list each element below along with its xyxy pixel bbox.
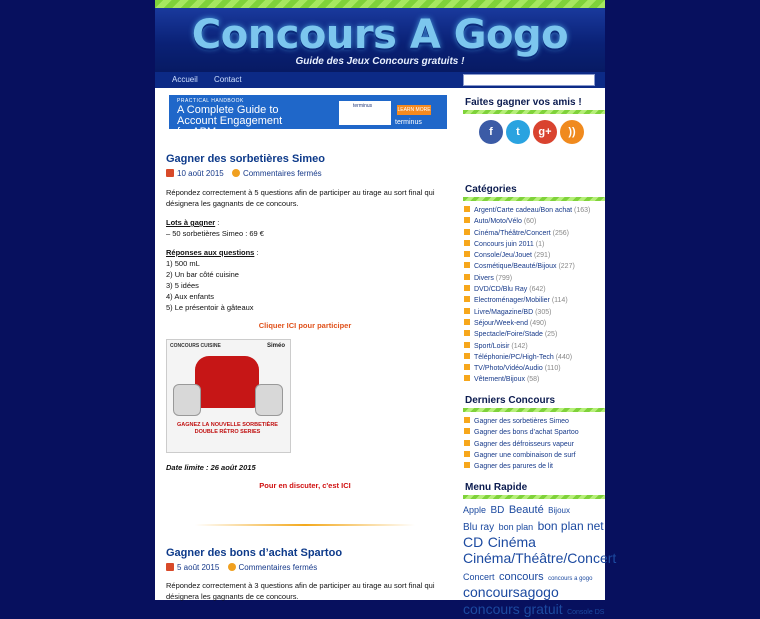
answers-suffix: : bbox=[254, 248, 259, 257]
bullet-icon bbox=[464, 308, 470, 314]
recent-link[interactable]: Gagner des sorbetières Simeo bbox=[474, 418, 569, 425]
calendar-icon bbox=[166, 169, 174, 177]
tag-link[interactable]: Console DS bbox=[567, 608, 605, 616]
bullet-icon bbox=[464, 428, 470, 434]
sidebar bbox=[455, 88, 617, 617]
tag-cloud bbox=[463, 501, 617, 617]
product-caption-line-2: DOUBLE RÉTRO SERIES bbox=[194, 429, 261, 435]
product-image-header: CONCOURS CUISINE bbox=[170, 343, 221, 349]
tag-link[interactable]: concours gratuit bbox=[463, 600, 563, 617]
widget-divider bbox=[463, 197, 605, 201]
ad-headline: A Complete Guide to Account Engagement for ABM bbox=[177, 104, 283, 138]
ice-cream-bowl-graphic bbox=[255, 384, 283, 416]
answer-3: 3) 5 idées bbox=[166, 281, 199, 290]
post-title[interactable]: Gagner des bons d’achat Spartoo bbox=[166, 547, 343, 559]
recent-item[interactable] bbox=[464, 461, 579, 472]
header-stripe bbox=[155, 0, 605, 8]
share-title: Faites gagner vos amis ! bbox=[465, 97, 582, 108]
tag-link[interactable]: Bijoux bbox=[548, 506, 570, 515]
recent-list bbox=[464, 416, 579, 472]
category-name[interactable]: Livre/Magazine/BD bbox=[474, 308, 534, 316]
participate-link[interactable]: Cliquer ICI pour participer bbox=[258, 321, 352, 330]
category-count: (114) bbox=[551, 297, 568, 305]
bullet-icon bbox=[464, 375, 470, 381]
category-name[interactable]: Cosmétique/Beauté/Bijoux bbox=[474, 263, 557, 271]
post-meta bbox=[166, 563, 317, 572]
category-name[interactable]: Concours juin 2011 bbox=[474, 240, 534, 248]
bullet-icon bbox=[464, 330, 470, 336]
product-image[interactable] bbox=[166, 339, 291, 453]
recent-link[interactable]: Gagner des bons d’achat Spartoo bbox=[474, 429, 579, 437]
category-name[interactable]: Console/Jeu/Jouet bbox=[474, 252, 532, 260]
answers-label: Réponses aux questions bbox=[166, 248, 255, 257]
sorbet-machine-graphic bbox=[195, 356, 259, 408]
comment-icon bbox=[228, 563, 236, 571]
category-item[interactable] bbox=[464, 329, 590, 340]
bullet-icon bbox=[464, 262, 470, 268]
tag-link[interactable]: Concert bbox=[463, 572, 495, 583]
ad-brand: terminus bbox=[395, 119, 422, 126]
recent-item[interactable] bbox=[464, 439, 579, 450]
bullet-icon bbox=[464, 319, 470, 325]
category-name[interactable]: Séjour/Week-end bbox=[474, 319, 528, 327]
post-meta bbox=[166, 169, 322, 178]
tag-link[interactable]: concoursagogo bbox=[463, 583, 559, 600]
recent-title: Derniers Concours bbox=[465, 395, 556, 406]
category-item[interactable] bbox=[464, 363, 590, 374]
category-count: (110) bbox=[544, 365, 561, 373]
post-intro: Répondez correctement à 5 questions afin de participer au tirage au sort final qui désignera les gagnants de ce concours. bbox=[166, 188, 435, 208]
widget-divider bbox=[463, 495, 605, 499]
category-item[interactable] bbox=[464, 239, 590, 250]
ad-learn-more-button[interactable]: LEARN MORE bbox=[397, 107, 431, 113]
category-count: (58) bbox=[526, 376, 540, 384]
bullet-icon bbox=[464, 285, 470, 291]
menu-title: Menu Rapide bbox=[465, 482, 528, 493]
post-comments[interactable]: Commentaires fermés bbox=[242, 169, 322, 178]
ad-eyebrow: PRACTICAL HANDBOOK bbox=[177, 98, 244, 104]
bullet-icon bbox=[464, 440, 470, 446]
category-item[interactable] bbox=[464, 228, 590, 239]
site-header bbox=[155, 0, 605, 72]
deadline: Date limite : 26 août 2015 bbox=[166, 463, 256, 472]
tag-link[interactable]: CD bbox=[463, 533, 484, 550]
calendar-icon bbox=[166, 563, 174, 571]
categories-list bbox=[464, 205, 590, 386]
tag-link[interactable]: Cinéma bbox=[487, 533, 536, 550]
product-caption-line-1: GAGNEZ LA NOUVELLE SORBETIÈRE bbox=[177, 422, 278, 428]
answer-2: 2) Un bar côté cuisine bbox=[166, 270, 239, 279]
bullet-icon bbox=[464, 417, 470, 423]
site-title[interactable]: Concours A Gogo bbox=[191, 12, 569, 58]
category-name[interactable]: TV/Photo/Vidéo/Audio bbox=[474, 365, 543, 373]
comment-icon bbox=[232, 169, 240, 177]
answer-1: 1) 500 mL bbox=[166, 259, 200, 268]
category-count: (227) bbox=[558, 263, 575, 271]
tag-link[interactable]: Cinéma/Théâtre/Concert bbox=[463, 550, 617, 567]
ad-mock-label: terminus bbox=[353, 103, 373, 109]
post-date: 10 août 2015 bbox=[177, 169, 224, 178]
bullet-icon bbox=[464, 229, 470, 235]
main-content bbox=[155, 88, 455, 600]
recent-item[interactable] bbox=[464, 427, 579, 438]
category-count: (642) bbox=[529, 286, 546, 294]
category-name[interactable]: DVD/CD/Blu Ray bbox=[474, 286, 528, 294]
lots-heading bbox=[166, 217, 451, 228]
tag-link[interactable]: bon plan net bbox=[537, 518, 604, 533]
bullet-icon bbox=[464, 251, 470, 257]
bullet-icon bbox=[464, 296, 470, 302]
post-title[interactable]: Gagner des sorbetières Simeo bbox=[166, 153, 325, 165]
bullet-icon bbox=[464, 353, 470, 359]
recent-link[interactable]: Gagner des défroisseurs vapeur bbox=[474, 440, 574, 448]
recent-item[interactable] bbox=[464, 416, 579, 427]
google-plus-icon[interactable]: g+ bbox=[533, 120, 557, 144]
post-comments[interactable]: Commentaires fermés bbox=[238, 563, 318, 572]
bullet-icon bbox=[464, 274, 470, 280]
category-item[interactable] bbox=[464, 205, 590, 216]
recent-link[interactable]: Gagner une combinaison de surf bbox=[474, 451, 576, 459]
category-count: (440) bbox=[555, 353, 573, 361]
category-name[interactable]: Divers bbox=[474, 274, 494, 282]
category-name[interactable]: Téléphonie/PC/High-Tech bbox=[474, 353, 554, 361]
lots-suffix: : bbox=[215, 218, 220, 227]
widget-divider bbox=[463, 408, 605, 412]
category-count: (1) bbox=[535, 240, 545, 248]
nav-item-accueil[interactable]: Accueil bbox=[172, 75, 198, 84]
widget-divider bbox=[463, 110, 605, 114]
bullet-icon bbox=[464, 342, 470, 348]
category-item[interactable] bbox=[464, 374, 590, 385]
twitter-icon[interactable]: t bbox=[506, 120, 530, 144]
tag-link[interactable]: concours bbox=[498, 571, 544, 584]
answer-5: 5) Le présentoir à gâteaux bbox=[166, 303, 254, 312]
category-item[interactable] bbox=[464, 307, 590, 318]
recent-item[interactable] bbox=[464, 450, 579, 461]
nav-item-contact[interactable]: Contact bbox=[214, 75, 242, 84]
category-count: (305) bbox=[535, 308, 552, 316]
answer-4: 4) Aux enfants bbox=[166, 292, 214, 301]
bullet-icon bbox=[464, 364, 470, 370]
category-count: (60) bbox=[523, 218, 537, 226]
category-count: (256) bbox=[552, 229, 569, 237]
category-item[interactable] bbox=[464, 318, 590, 329]
category-item[interactable] bbox=[464, 216, 590, 227]
category-count: (25) bbox=[544, 331, 558, 339]
category-item[interactable] bbox=[464, 261, 590, 272]
bullet-icon bbox=[464, 462, 470, 468]
discuss-link[interactable]: Pour en discuter, c'est ICI bbox=[259, 481, 351, 490]
category-item[interactable] bbox=[464, 295, 590, 306]
tag-link[interactable]: concours a gogo bbox=[548, 576, 593, 583]
tag-link[interactable]: Beauté bbox=[508, 504, 544, 516]
bullet-icon bbox=[464, 217, 470, 223]
category-name[interactable]: Electroménager/Mobilier bbox=[474, 297, 550, 305]
category-name[interactable]: Argent/Carte cadeau/Bon achat bbox=[474, 207, 573, 214]
category-count: (291) bbox=[533, 252, 551, 260]
category-count: (490) bbox=[529, 319, 547, 327]
category-name[interactable]: Cinéma/Théâtre/Concert bbox=[474, 229, 551, 237]
post-date: 5 août 2015 bbox=[177, 563, 220, 572]
bullet-icon bbox=[464, 451, 470, 457]
bullet-icon bbox=[464, 206, 470, 212]
post-intro: Répondez correctement à 3 questions afin de participer au tirage au sort final qui désignera les gagnants de ce concours. bbox=[166, 581, 435, 601]
post-separator bbox=[195, 524, 415, 526]
tag-link[interactable]: BD bbox=[490, 505, 505, 516]
category-name[interactable]: Auto/Moto/Vélo bbox=[474, 218, 522, 226]
categories-title: Catégories bbox=[465, 184, 517, 195]
category-count: (163) bbox=[574, 207, 591, 214]
category-count: (142) bbox=[511, 342, 528, 350]
category-name[interactable]: Sport/Loisir bbox=[474, 342, 510, 350]
product-caption bbox=[171, 422, 284, 436]
advertisement-banner[interactable] bbox=[169, 95, 447, 138]
rss-icon[interactable]: )) bbox=[560, 120, 584, 144]
ice-cream-bowl-graphic bbox=[173, 384, 201, 416]
answers-heading bbox=[166, 247, 451, 258]
lots-label: Lots à gagner bbox=[166, 218, 216, 227]
facebook-icon[interactable]: f bbox=[479, 120, 503, 144]
category-count: (799) bbox=[495, 274, 513, 282]
tag-link[interactable]: bon plan bbox=[498, 521, 534, 532]
category-item[interactable] bbox=[464, 250, 590, 261]
tag-link[interactable]: Apple bbox=[463, 505, 487, 515]
search-input[interactable] bbox=[463, 74, 595, 86]
category-name[interactable]: Vêtement/Bijoux bbox=[474, 376, 525, 384]
category-item[interactable] bbox=[464, 341, 590, 352]
lot-item: – 50 sorbetières Simeo : 69 € bbox=[166, 229, 264, 238]
tag-link[interactable]: Blu ray bbox=[463, 521, 495, 533]
recent-link[interactable]: Gagner des parures de lit bbox=[474, 463, 553, 471]
category-item[interactable] bbox=[464, 352, 590, 363]
category-name[interactable]: Spectacle/Foire/Stade bbox=[474, 331, 543, 339]
category-item[interactable] bbox=[464, 273, 590, 284]
site-tagline: Guide des Jeux Concours gratuits ! bbox=[295, 56, 465, 67]
category-item[interactable] bbox=[464, 284, 590, 295]
bullet-icon bbox=[464, 240, 470, 246]
simeo-logo: Siméo bbox=[266, 343, 285, 349]
ad-document-mock bbox=[339, 101, 391, 125]
